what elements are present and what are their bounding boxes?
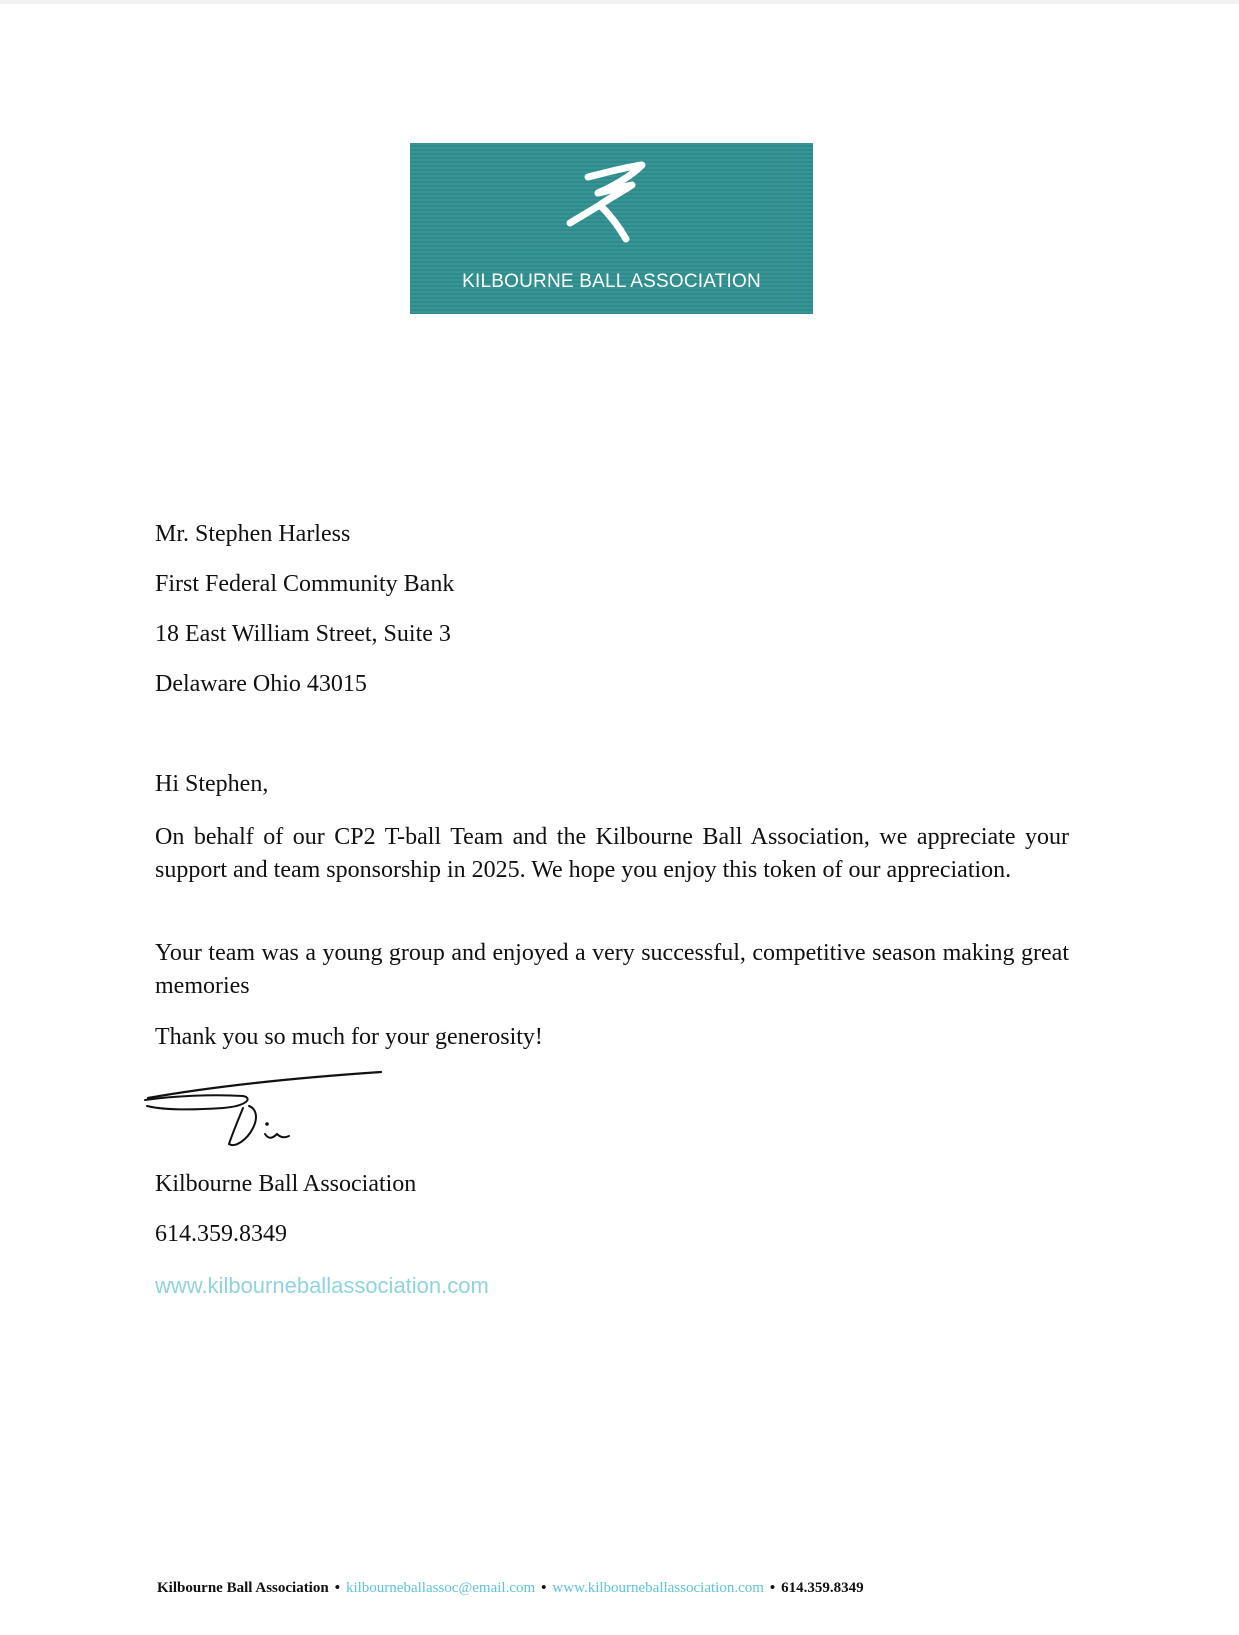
logo-text: KILBOURNE BALL ASSOCIATION <box>462 271 761 292</box>
recipient-name: Mr. Stephen Harless <box>155 521 351 547</box>
letter-paragraph: On behalf of our CP2 T-ball Team and the Kilbourne Ball Association, we appreciate your support and team sponsorship in 2025. We hope you enjoy this token of our appreciation. <box>155 824 1069 883</box>
logo-banner <box>410 143 813 314</box>
footer-email-link[interactable]: kilbourneballassoc@email.com <box>345 1580 536 1596</box>
stylized-k-logo-icon <box>560 163 670 253</box>
letterhead-footer <box>157 1580 864 1597</box>
signature-website-link[interactable]: www.kilbourneballassociation.com <box>155 1273 489 1298</box>
page-top-edge <box>0 0 1239 4</box>
signature-organization: Kilbourne Ball Association <box>155 1171 417 1197</box>
footer-organization: Kilbourne Ball Association <box>157 1580 329 1596</box>
footer-website-link[interactable]: www.kilbourneballassociation.com <box>552 1580 764 1596</box>
footer-phone: 614.359.8349 <box>781 1580 864 1596</box>
letter-paragraph: Thank you so much for your generosity! <box>155 1024 543 1050</box>
footer-separator: • <box>334 1580 340 1596</box>
handwritten-signature <box>143 1060 393 1160</box>
letter-paragraph: Your team was a young group and enjoyed a very successful, competitive season making great memories <box>155 940 1069 999</box>
footer-separator: • <box>769 1580 776 1596</box>
recipient-street: 18 East William Street, Suite 3 <box>155 621 451 647</box>
recipient-company: First Federal Community Bank <box>155 571 455 597</box>
recipient-city-state-zip: Delaware Ohio 43015 <box>155 671 367 697</box>
signature-phone: 614.359.8349 <box>155 1221 287 1247</box>
footer-separator: • <box>541 1580 547 1596</box>
letter-greeting: Hi Stephen, <box>155 771 269 797</box>
